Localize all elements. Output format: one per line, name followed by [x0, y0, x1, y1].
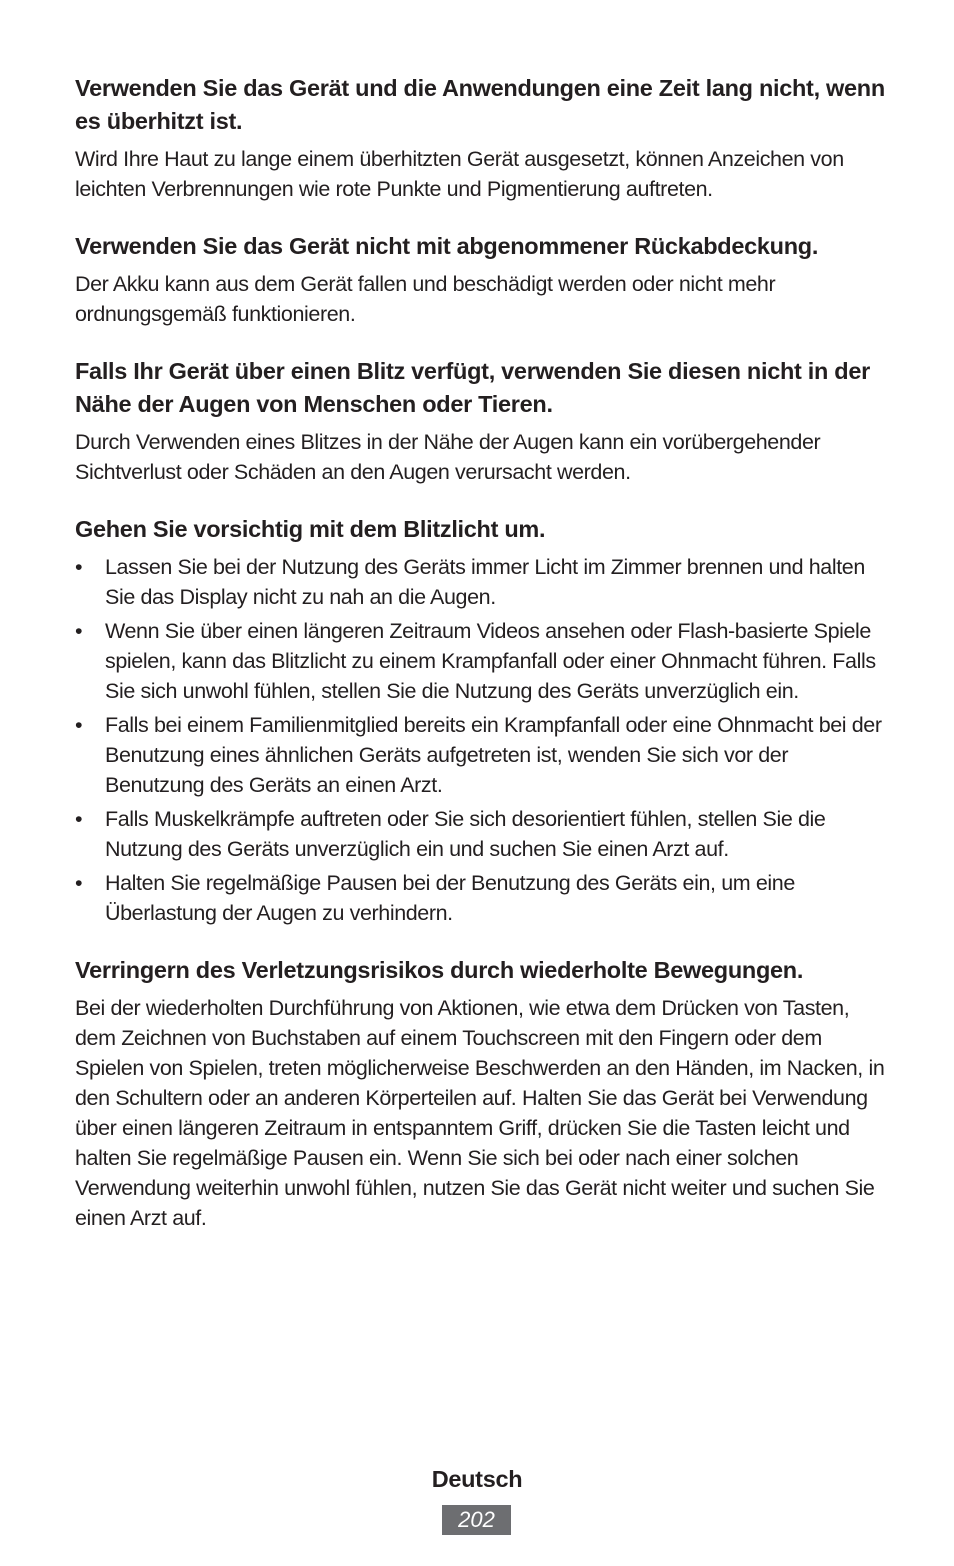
section-flash-eyes	[75, 355, 887, 487]
list-item-text: Wenn Sie über einen längeren Zeitraum Videos ansehen oder Flash-basierte Spiele spielen, kann das Blitzlicht zu einem Krampfanfall oder einer Ohnmacht führen. Falls Sie sich unwohl fühlen, stellen Sie die Nutzung des Geräts unverzüglich ein.	[105, 619, 876, 703]
section-heading: Verwenden Sie das Gerät nicht mit abgenommener Rückabdeckung.	[75, 233, 819, 259]
section-body: Wird Ihre Haut zu lange einem überhitzten Gerät ausgesetzt, können Anzeichen von leichten Verbrennungen wie rote Punkte und Pigmentierung auftreten.	[75, 147, 844, 201]
page-number: 202	[442, 1505, 511, 1535]
list-item-text: Lassen Sie bei der Nutzung des Geräts immer Licht im Zimmer brennen und halten Sie das Display nicht zu nah an die Augen.	[105, 555, 865, 609]
section-body: Der Akku kann aus dem Gerät fallen und beschädigt werden oder nicht mehr ordnungsgemäß funktionieren.	[75, 272, 776, 326]
list-item	[75, 616, 887, 706]
list-item	[75, 804, 887, 864]
list-item-text: Halten Sie regelmäßige Pausen bei der Benutzung des Geräts ein, um eine Überlastung der Augen zu verhindern.	[105, 871, 795, 925]
list-item-text: Falls bei einem Familienmitglied bereits ein Krampfanfall oder eine Ohnmacht bei der Benutzung eines ähnlichen Geräts aufgetreten ist, wenden Sie sich vor der Benutzung des Geräts an einen Arzt.	[105, 713, 882, 797]
section-heading: Verringern des Verletzungsrisikos durch wiederholte Bewegungen.	[75, 957, 804, 983]
section-heading: Falls Ihr Gerät über einen Blitz verfügt, verwenden Sie diesen nicht in der Nähe der Augen von Menschen oder Tieren.	[75, 358, 870, 417]
list-item	[75, 868, 887, 928]
footer-language: Deutsch	[431, 1466, 523, 1492]
list-item	[75, 552, 887, 612]
bullet-icon: •	[75, 555, 83, 579]
section-flashlight	[75, 513, 887, 928]
section-body: Bei der wiederholten Durchführung von Aktionen, wie etwa dem Drücken von Tasten, dem Zeichnen von Buchstaben auf einem Touchscreen mit den Fingern oder dem Spielen von Spielen, treten möglicherweise Beschwerden an den Händen, im Nacken, in den Schultern oder an anderen Körperteilen auf. Halten Sie das Gerät bei Verwendung über einen längeren Zeitraum in entspanntem Griff, drücken Sie die Tasten leicht und halten Sie regelmäßige Pausen ein. Wenn Sie sich bei oder nach einer solchen Verwendung weiterhin unwohl fühlen, nutzen Sie das Gerät nicht weiter und suchen Sie einen Arzt auf.	[75, 996, 885, 1230]
list-item-text: Falls Muskelkrämpfe auftreten oder Sie sich desorientiert fühlen, stellen Sie die Nutzung des Geräts unverzüglich ein und suchen Sie einen Arzt auf.	[105, 807, 826, 861]
bullet-icon: •	[75, 871, 83, 895]
bullet-icon: •	[75, 619, 83, 643]
document-content	[75, 72, 887, 1259]
bullet-list	[75, 552, 887, 928]
bullet-icon: •	[75, 807, 83, 831]
section-overheating	[75, 72, 887, 204]
section-back-cover	[75, 230, 887, 329]
section-repetitive-motion	[75, 954, 887, 1233]
section-body: Durch Verwenden eines Blitzes in der Nähe der Augen kann ein vorübergehender Sichtverlust oder Schäden an den Augen verursacht werden.	[75, 430, 821, 484]
section-heading: Verwenden Sie das Gerät und die Anwendungen eine Zeit lang nicht, wenn es überhitzt ist.	[75, 75, 885, 134]
section-heading: Gehen Sie vorsichtig mit dem Blitzlicht um.	[75, 516, 546, 542]
list-item	[75, 710, 887, 800]
bullet-icon: •	[75, 713, 83, 737]
